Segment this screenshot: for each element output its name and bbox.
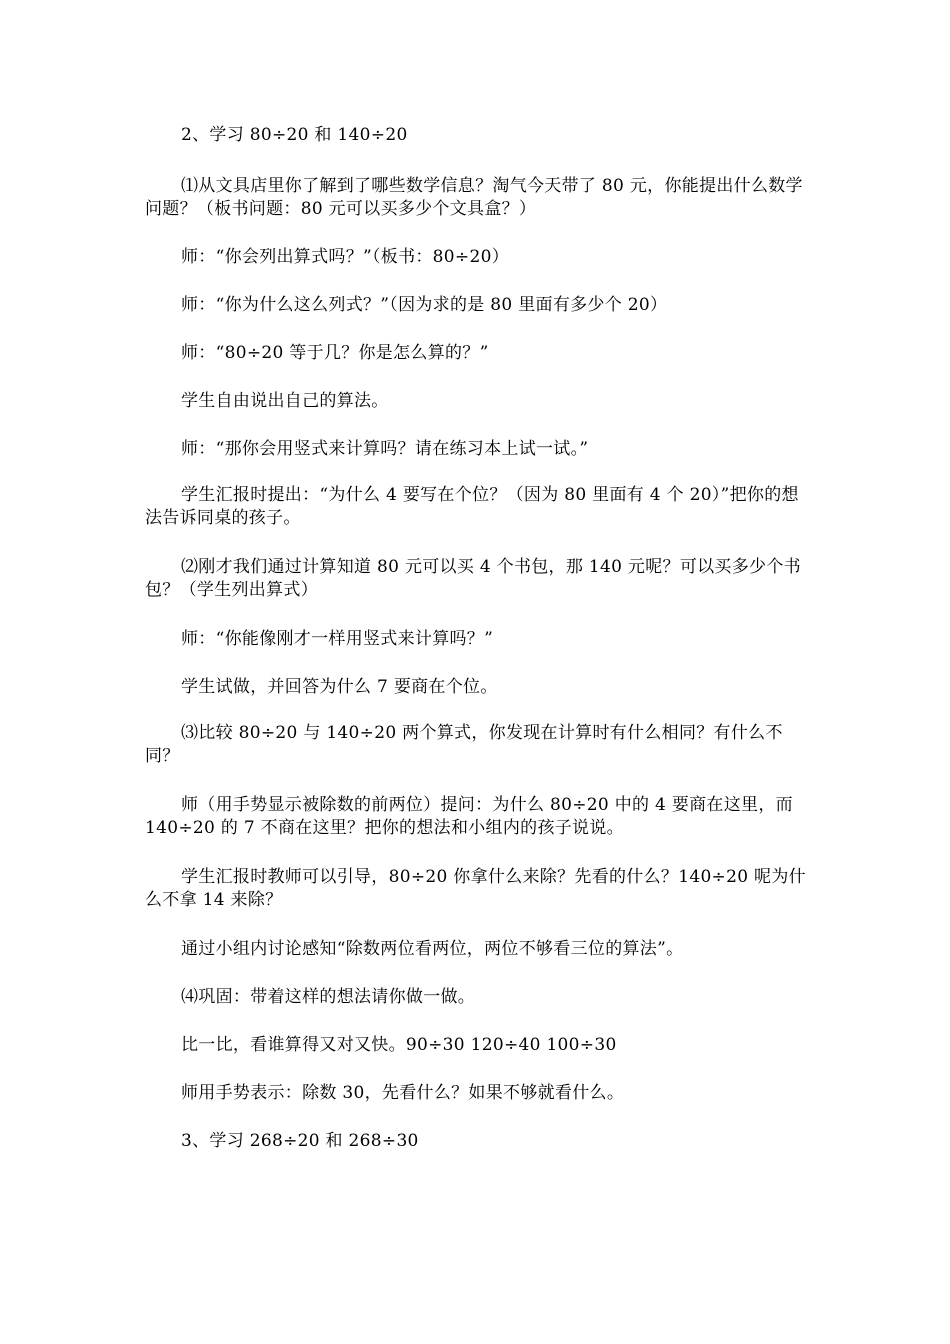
paragraph-teacher-question: 师（用手势显示被除数的前两位）提问：为什么 80÷20 中的 4 要商在这里，而 140÷20 的 7 不商在这里？把你的想法和小组内的孩子说说。 [145,795,793,838]
paragraph-group-discussion: 通过小组内讨论感知“除数两位看两位，两位不够看三位的算法”。 [181,939,684,959]
paragraph-question-4: ⑷巩固：带着这样的想法请你做一做。 [181,987,476,1007]
paragraph-teacher-line: 师：“你会列出算式吗？”（板书：80÷20） [181,247,509,267]
paragraph-question-1: ⑴从文具店里你了解到了哪些数学信息？淘气今天带了 80 元，你能提出什么数学问题？（板书问题：80 元可以买多少个文具盒？） [145,176,803,219]
paragraph-teacher-line: 师：“那你会用竖式来计算吗？请在练习本上试一试。” [181,439,589,459]
paragraph-teacher-gesture: 师用手势表示：除数 30，先看什么？如果不够就看什么。 [181,1083,625,1103]
paragraph-student-line: 学生试做，并回答为什么 7 要商在个位。 [181,677,498,697]
paragraph-teacher-line: 师：“你为什么这么列式？”（因为求的是 80 里面有多少个 20） [181,295,668,315]
paragraph-teacher-guidance: 学生汇报时教师可以引导，80÷20 你拿什么来除？先看的什么？140÷20 呢为什么不拿 14 来除？ [145,867,806,910]
paragraph-student-line: 学生自由说出自己的算法。 [181,391,389,411]
section-heading-3: 3、学习 268÷20 和 268÷30 [181,1131,419,1151]
paragraph-question-2: ⑵刚才我们通过计算知道 80 元可以买 4 个书包，那 140 元呢？可以买多少个书包？（学生列出算式） [145,557,801,600]
paragraph-question-3: ⑶比较 80÷20 与 140÷20 两个算式，你发现在计算时有什么相同？有什么不同？ [145,723,783,766]
paragraph-student-report: 学生汇报时提出：“为什么 4 要写在个位？（因为 80 里面有 4 个 20）”把你的想法告诉同桌的孩子。 [145,485,799,528]
paragraph-teacher-line: 师：“80÷20 等于几？你是怎么算的？” [181,343,489,363]
paragraph-teacher-line: 师：“你能像刚才一样用竖式来计算吗？” [181,629,494,649]
section-heading-2: 2、学习 80÷20 和 140÷20 [181,125,408,145]
paragraph-practice: 比一比，看谁算得又对又快。90÷30 120÷40 100÷30 [181,1035,617,1055]
